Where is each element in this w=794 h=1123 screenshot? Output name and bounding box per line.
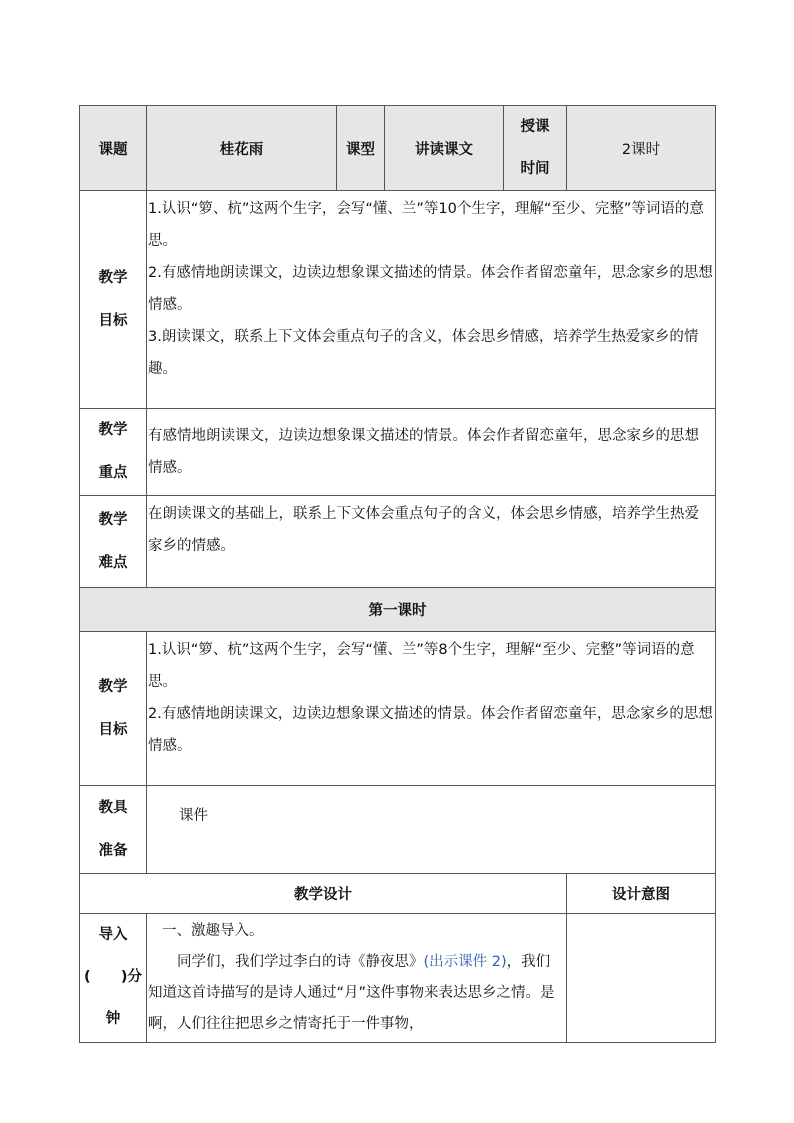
courseware-reference: (出示课件 2) (423, 954, 507, 970)
goal-item: 1.认识“箩、杭”这两个生字，会写“懂、兰”等10个生字，理解“至少、完整”等词语的意思。 (148, 201, 704, 249)
goal-item: 2.有感情地朗读课文，边读边想象课文描述的情景。体会作者留恋童年，思念家乡的思想情感。 (148, 265, 713, 313)
lesson-label: 课题 (80, 106, 147, 191)
type-value: 讲读课文 (385, 106, 504, 191)
intro-label-line-1: 导入 (98, 927, 128, 943)
intro-paragraph (148, 947, 564, 1040)
intro-paragraph-rest: ，我们知道这首诗描写的是诗人通过“月”这件事物来表达思乡之情。是啊，人们往往把思乡之情寄托于一件事物， (148, 954, 555, 1032)
period-goal-item: 1.认识“箩、杭”这两个生字，会写“懂、兰”等8个生字，理解“至少、完整”等词语的意思。 (148, 642, 695, 690)
goals-label-line-2: 目标 (98, 312, 128, 329)
difficulty-label-line-1: 教学 (98, 511, 128, 528)
intro-paragraph-prefix: 同学们，我们学过李白的诗《静夜思》 (177, 954, 424, 970)
period-goals-label-line-1: 教学 (98, 678, 128, 695)
tools-row (80, 786, 716, 874)
design-header-right: 设计意图 (567, 874, 716, 914)
focus-label (80, 409, 147, 496)
header-row (80, 106, 716, 191)
time-label-line-2: 时间 (520, 161, 550, 177)
time-value: 2课时 (567, 106, 716, 191)
lesson-plan-document (79, 105, 715, 1043)
period-title: 第一课时 (80, 588, 716, 632)
focus-label-line-2: 重点 (98, 465, 128, 481)
tools-label-line-2: 准备 (98, 842, 128, 859)
goals-content (147, 191, 716, 409)
lesson-plan-table (79, 105, 716, 1043)
goals-row (80, 191, 716, 409)
goals-label (80, 191, 147, 409)
type-label: 课型 (337, 106, 385, 191)
period-goals-label-line-2: 目标 (98, 721, 128, 738)
lesson-value: 桂花雨 (147, 106, 337, 191)
focus-row (80, 409, 716, 496)
difficulty-row (80, 496, 716, 588)
difficulty-content (147, 496, 716, 588)
intro-label-line-3: 钟 (105, 1011, 121, 1027)
intro-row (80, 914, 716, 1043)
difficulty-text: 在朗读课文的基础上，联系上下文体会重点句子的含义，体会思乡情感，培养学生热爱家乡的情感。 (148, 506, 699, 554)
period-goals-content (147, 632, 716, 786)
period-goals-label (80, 632, 147, 786)
focus-content (147, 409, 716, 496)
focus-text: 有感情地朗读课文，边读边想象课文描述的情景。体会作者留恋童年，思念家乡的思想情感。 (148, 428, 699, 476)
intro-content (147, 914, 567, 1043)
design-header-left: 教学设计 (80, 874, 567, 914)
time-label (504, 106, 567, 191)
tools-label-line-1: 教具 (98, 799, 128, 816)
period-goal-item: 2.有感情地朗读课文，边读边想象课文描述的情景。体会作者留恋童年，思念家乡的思想情感。 (148, 706, 713, 754)
goal-item: 3.朗读课文，联系上下文体会重点句子的含义，体会思乡情感，培养学生热爱家乡的情趣。 (148, 329, 699, 377)
time-label-line-1: 授课 (520, 119, 550, 135)
intro-step-title: 一、激趣导入。 (162, 923, 264, 939)
tools-label (80, 786, 147, 874)
focus-label-line-1: 教学 (98, 422, 128, 438)
intro-label (80, 914, 147, 1043)
period-title-row (80, 588, 716, 632)
period-goals-row (80, 632, 716, 786)
difficulty-label-line-2: 难点 (98, 554, 128, 571)
difficulty-label (80, 496, 147, 588)
intro-label-line-2: ( )分 (83, 969, 143, 985)
tools-value: 课件 (179, 808, 208, 824)
goals-label-line-1: 教学 (98, 269, 128, 286)
intro-intent-cell (567, 914, 716, 1043)
design-header-row (80, 874, 716, 914)
tools-content (147, 786, 716, 874)
